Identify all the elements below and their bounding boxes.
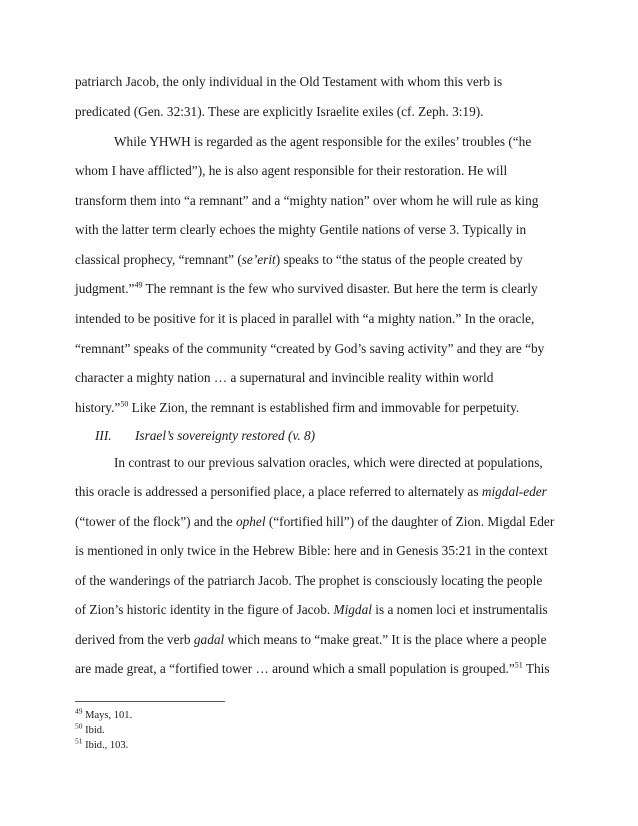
text-line: (“tower of the flock”) and the ophel (“fortified hill”) of the daughter of Zion. Migdal Eder	[75, 514, 555, 529]
section-number: III.	[95, 428, 112, 443]
footnote-ref: 51	[514, 660, 523, 670]
text-line: this oracle is addressed a personified place, a place referred to alternately as migdal-eder	[75, 484, 547, 499]
footnote: $^{49}$ Mays, 101.	[75, 706, 133, 721]
text-line: history.”$^{50}$ Like Zion, the remnant is established firm and immovable for perpetuity.	[75, 399, 520, 415]
footnote: $^{51}$ Ibid., 103.	[75, 736, 129, 751]
text-line: intended to be positive for it is placed in parallel with “a mighty nation.” In the oracle,	[75, 311, 535, 326]
text-line: character a mighty nation … a supernatural and invincible reality within world	[75, 370, 494, 385]
text-line: While YHWH is regarded as the agent responsible for the exiles’ troubles (“he	[114, 134, 532, 149]
section-heading	[95, 428, 315, 444]
text-line: In contrast to our previous salvation oracles, which were directed at populations,	[114, 455, 543, 470]
text-line: patriarch Jacob, the only individual in the Old Testament with whom this verb is	[75, 74, 503, 89]
footnote: $^{50}$ Ibid.	[75, 721, 105, 736]
text-line: with the latter term clearly echoes the mighty Gentile nations of verse 3. Typically in	[75, 222, 527, 237]
footnote-ref: 50	[120, 399, 129, 409]
text-line: derived from the verb gadal which means to “make great.” It is the place where a people	[75, 632, 547, 647]
text-line: of Zion’s historic identity in the figure of Jacob. Migdal is a nomen loci et instrumentalis	[75, 602, 548, 617]
text-line: judgment.”$^{49}$ The remnant is the few who survived disaster. But here the term is clearly	[75, 280, 538, 296]
section-title: Israel’s sovereignty restored (v. 8)	[135, 428, 316, 443]
text-line: predicated (Gen. 32:31). These are explicitly Israelite exiles (cf. Zeph. 3:19).	[75, 104, 484, 119]
footnote-ref: 49	[134, 280, 143, 290]
text-line: are made great, a “fortified tower … around which a small population is grouped.”$^{51}$ This	[75, 660, 550, 676]
text-line: classical prophecy, “remnant” (se’erit) speaks to “the status of the people created by	[75, 252, 523, 267]
text-line: “remnant” speaks of the community “created by God’s saving activity” and they are “by	[75, 341, 545, 356]
text-line: whom I have afflicted”), he is also agent responsible for their restoration. He will	[75, 163, 508, 178]
text-line: of the wanderings of the patriarch Jacob. The prophet is consciously locating the people	[75, 573, 543, 588]
text-line: is mentioned in only twice in the Hebrew Bible: here and in Genesis 35:21 in the context	[75, 543, 548, 558]
footnote-divider	[75, 701, 225, 702]
text-line: transform them into “a remnant” and a “mighty nation” over whom he will rule as king	[75, 193, 539, 208]
